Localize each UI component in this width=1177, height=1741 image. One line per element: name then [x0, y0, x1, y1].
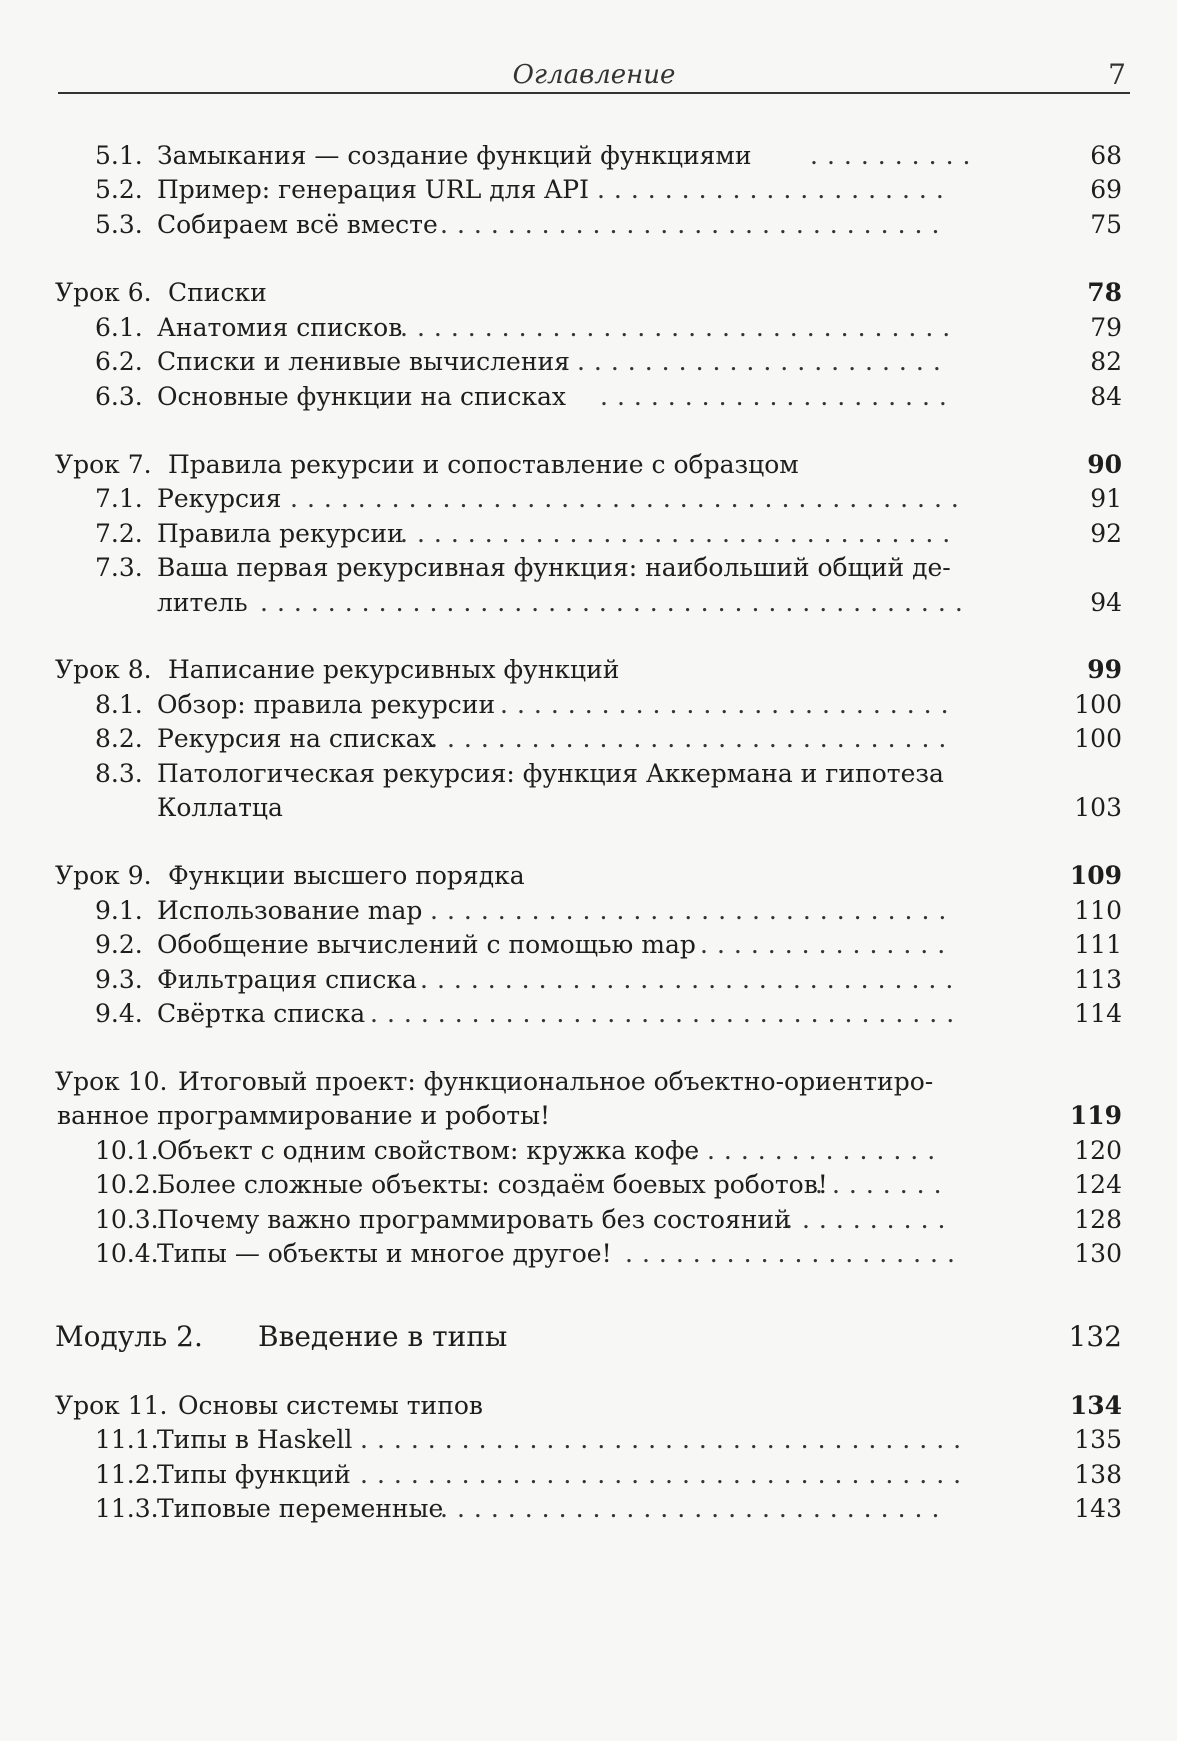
toc-entry-5-1[interactable]: [0, 137, 1177, 175]
entry-number: 11.1.: [95, 1425, 159, 1454]
leader-dots: ................................: [420, 965, 963, 994]
entry-page: 124: [1074, 1170, 1122, 1199]
lesson-number: Урок 6.: [55, 278, 152, 307]
entry-page: 114: [1074, 999, 1122, 1028]
entry-number: 6.2.: [95, 347, 143, 376]
entry-page: 91: [1090, 484, 1122, 513]
toc-lesson-7[interactable]: [0, 446, 1177, 484]
entry-title: Собираем всё вместе: [157, 210, 438, 239]
leader-dots: ....................: [625, 1239, 964, 1268]
entry-title: Анатомия списков: [157, 313, 403, 342]
lesson-number: Урок 10.: [55, 1067, 168, 1096]
entry-page: 110: [1074, 896, 1122, 925]
lesson-title: Правила рекурсии и сопоставление с образцом: [168, 450, 799, 479]
toc-entry-7-3-cont[interactable]: [0, 584, 1177, 622]
entry-title: Свёртка списка: [157, 999, 366, 1028]
entry-title: Замыкания — создание функций функциями: [157, 141, 752, 170]
entry-title: Почему важно программировать без состояний: [157, 1205, 791, 1234]
toc-entry-9-2[interactable]: [0, 926, 1177, 964]
entry-number: 6.3.: [95, 382, 143, 411]
entry-page: 111: [1074, 930, 1122, 959]
toc-entry-10-2[interactable]: [0, 1166, 1177, 1204]
entry-number: 10.3.: [95, 1205, 159, 1234]
lesson-page: 78: [1087, 278, 1122, 307]
entry-title: Обзор: правила рекурсии: [157, 690, 496, 719]
entry-page: 130: [1074, 1239, 1122, 1268]
entry-page: 92: [1090, 519, 1122, 548]
toc-entry-5-2[interactable]: [0, 171, 1177, 209]
leader-dots: ........: [815, 1170, 951, 1199]
toc-module-2[interactable]: [0, 1318, 1177, 1356]
lesson-number: Урок 11.: [55, 1391, 168, 1420]
leader-dots: ...............: [700, 930, 955, 959]
entry-page: 143: [1074, 1494, 1122, 1523]
toc-entry-9-1[interactable]: [0, 892, 1177, 930]
leader-dots: ..............................: [440, 1494, 949, 1523]
lesson-number: Урок 7.: [55, 450, 152, 479]
entry-page: 103: [1074, 793, 1122, 822]
toc-entry-8-3[interactable]: [0, 755, 1177, 793]
entry-title: Ваша первая рекурсивная функция: наибольший общий де-: [157, 553, 951, 582]
entry-number: 8.2.: [95, 724, 143, 753]
entry-page: 69: [1090, 175, 1122, 204]
toc-lesson-9[interactable]: [0, 857, 1177, 895]
entry-number: 5.1.: [95, 141, 143, 170]
leader-dots: ......................: [580, 175, 953, 204]
entry-title: Правила рекурсии: [157, 519, 404, 548]
entry-number: 10.1.: [95, 1136, 159, 1165]
toc-entry-10-4[interactable]: [0, 1235, 1177, 1273]
entry-title: Типовые переменные: [157, 1494, 444, 1523]
module-title: Введение в типы: [258, 1320, 508, 1353]
entry-title: Типы — объекты и многое другое!: [157, 1239, 612, 1268]
page-number: 7: [1108, 58, 1126, 91]
module-number: Модуль 2.: [55, 1320, 203, 1353]
leader-dots: ..........: [810, 141, 980, 170]
entry-page: 120: [1074, 1136, 1122, 1165]
entry-page: 135: [1074, 1425, 1122, 1454]
lesson-number: Урок 8.: [55, 655, 152, 684]
leader-dots: .....................: [600, 382, 956, 411]
toc-entry-10-1[interactable]: [0, 1132, 1177, 1170]
entry-number: 7.2.: [95, 519, 143, 548]
entry-number: 10.4.: [95, 1239, 159, 1268]
entry-number: 11.2.: [95, 1460, 159, 1489]
leader-dots: ..............................: [440, 210, 949, 239]
entry-page: 68: [1090, 141, 1122, 170]
entry-title: Более сложные объекты: создаём боевых роботов!: [157, 1170, 828, 1199]
leader-dots: ........................................: [290, 484, 968, 513]
lesson-page: 119: [1069, 1101, 1122, 1130]
entry-title: Основные функции на списках: [157, 382, 566, 411]
entry-number: 9.2.: [95, 930, 143, 959]
entry-page: 84: [1090, 382, 1122, 411]
entry-title: Списки и ленивые вычисления: [157, 347, 570, 376]
toc-entry-5-3[interactable]: [0, 206, 1177, 244]
toc-entry-11-3[interactable]: [0, 1490, 1177, 1528]
toc-lesson-11[interactable]: [0, 1387, 1177, 1425]
entry-page: 128: [1074, 1205, 1122, 1234]
lesson-page: 134: [1069, 1391, 1122, 1420]
entry-title: Использование map: [157, 896, 423, 925]
entry-page: 100: [1074, 690, 1122, 719]
leader-dots: ...............................: [430, 724, 956, 753]
lesson-title: Списки: [168, 278, 267, 307]
entry-number: 8.1.: [95, 690, 143, 719]
lesson-title: Функции высшего порядка: [168, 861, 525, 890]
toc-entry-10-3[interactable]: [0, 1201, 1177, 1239]
entry-page: 113: [1074, 965, 1122, 994]
entry-number: 8.3.: [95, 759, 143, 788]
lesson-number: Урок 9.: [55, 861, 152, 890]
toc-entry-6-2[interactable]: [0, 343, 1177, 381]
toc-entry-6-1[interactable]: [0, 309, 1177, 347]
entry-number: 9.3.: [95, 965, 143, 994]
toc-lesson-10-cont[interactable]: [0, 1097, 1177, 1135]
entry-title-continued: литель: [157, 588, 248, 617]
entry-number: 9.1.: [95, 896, 143, 925]
leader-dots: ...............: [690, 1136, 945, 1165]
entry-title: Обобщение вычислений с помощью map: [157, 930, 696, 959]
toc-lesson-6[interactable]: [0, 274, 1177, 312]
lesson-title: Итоговый проект: функциональное объектно-ориентиро-: [178, 1067, 934, 1096]
toc-entry-7-1[interactable]: [0, 480, 1177, 518]
toc-entry-7-2[interactable]: [0, 515, 1177, 553]
lesson-page: 99: [1087, 655, 1122, 684]
entry-number: 7.1.: [95, 484, 143, 513]
leader-dots: ..........: [785, 1205, 955, 1234]
leader-dots: ..........................................: [260, 588, 972, 617]
entry-number: 11.3.: [95, 1494, 159, 1523]
toc-entry-8-3-cont[interactable]: [0, 789, 1177, 827]
lesson-page: 109: [1069, 861, 1122, 890]
entry-number: 5.3.: [95, 210, 143, 239]
entry-title: Объект с одним свойством: кружка кофе: [157, 1136, 700, 1165]
leader-dots: .................................: [400, 313, 960, 342]
entry-page: 79: [1090, 313, 1122, 342]
leader-dots: .................................: [400, 519, 960, 548]
entry-number: 6.1.: [95, 313, 143, 342]
entry-title: Фильтрация списка: [157, 965, 417, 994]
entry-title: Типы в Haskell: [157, 1425, 353, 1454]
leader-dots: ....................................: [360, 1425, 971, 1454]
toc-lesson-8[interactable]: [0, 651, 1177, 689]
leader-dots: ...........................: [500, 690, 958, 719]
leader-dots: ....................................: [360, 1460, 971, 1489]
toc-entry-8-2[interactable]: [0, 720, 1177, 758]
toc-entry-9-4[interactable]: [0, 995, 1177, 1033]
entry-title: Рекурсия на списках: [157, 724, 435, 753]
toc-lesson-10[interactable]: [0, 1063, 1177, 1101]
toc-entry-8-1[interactable]: [0, 686, 1177, 724]
entry-title: Рекурсия: [157, 484, 282, 513]
entry-page: 94: [1090, 588, 1122, 617]
entry-page: 100: [1074, 724, 1122, 753]
toc-entry-11-1[interactable]: [0, 1421, 1177, 1459]
leader-dots: .......................: [560, 347, 950, 376]
entry-page: 138: [1074, 1460, 1122, 1489]
lesson-title-continued: ванное программирование и роботы!: [57, 1101, 551, 1130]
leader-dots: ...............................: [430, 896, 956, 925]
entry-number: 9.4.: [95, 999, 143, 1028]
entry-page: 75: [1090, 210, 1122, 239]
entry-title: Пример: генерация URL для API: [157, 175, 589, 204]
module-page: 132: [1068, 1320, 1122, 1353]
lesson-title: Основы системы типов: [178, 1391, 483, 1420]
toc-entry-11-2[interactable]: [0, 1456, 1177, 1494]
running-title: Оглавление: [512, 60, 676, 90]
toc-entry-9-3[interactable]: [0, 961, 1177, 999]
entry-title: Патологическая рекурсия: функция Аккермана и гипотеза: [157, 759, 944, 788]
entry-title-continued: Коллатца: [157, 793, 283, 822]
entry-number: 10.2.: [95, 1170, 159, 1199]
lesson-page: 90: [1087, 450, 1122, 479]
leader-dots: ...................................: [370, 999, 964, 1028]
entry-number: 5.2.: [95, 175, 143, 204]
toc-entry-6-3[interactable]: [0, 378, 1177, 416]
lesson-title: Написание рекурсивных функций: [168, 655, 620, 684]
toc-entry-7-3[interactable]: [0, 549, 1177, 587]
entry-title: Типы функций: [157, 1460, 351, 1489]
entry-page: 82: [1090, 347, 1122, 376]
entry-number: 7.3.: [95, 553, 143, 582]
